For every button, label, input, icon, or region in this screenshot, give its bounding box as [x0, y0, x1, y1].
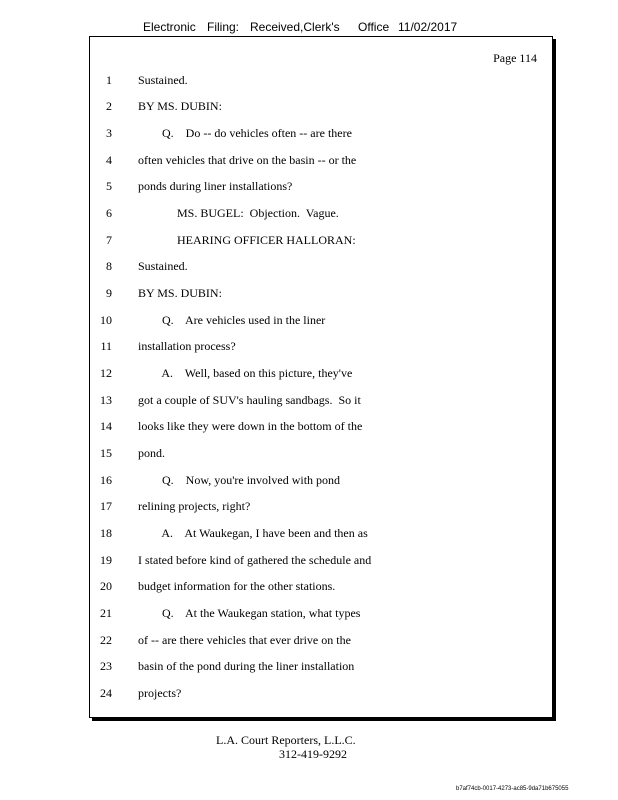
line-number: 22	[100, 633, 112, 647]
transcript-line	[90, 523, 552, 543]
line-text: relining projects, right?	[138, 499, 251, 513]
filing-stamp-office: Office	[358, 20, 390, 34]
line-text: BY MS. DUBIN:	[138, 99, 222, 113]
line-text: pond.	[138, 446, 165, 460]
line-number: 16	[100, 473, 112, 487]
line-text: Sustained.	[138, 259, 188, 273]
court-reporter-name: L.A. Court Reporters, L.L.C.	[216, 733, 356, 747]
transcript-line	[90, 283, 552, 303]
transcript-line	[90, 336, 552, 356]
line-text: A. Well, based on this picture, they've	[138, 366, 353, 380]
transcript-line	[90, 310, 552, 330]
transcript-line	[90, 96, 552, 116]
transcript-line	[90, 123, 552, 143]
line-number: 10	[100, 313, 112, 327]
transcript-line	[90, 230, 552, 250]
filing-stamp-received: Received,Clerk's	[250, 20, 340, 34]
line-number: 3	[106, 126, 112, 140]
filing-stamp-electronic: Electronic	[143, 20, 196, 34]
line-number: 5	[106, 179, 112, 193]
line-number: 15	[100, 446, 112, 460]
line-number: 21	[100, 606, 112, 620]
transcript-line	[90, 203, 552, 223]
transcript-line	[90, 656, 552, 676]
line-number: 20	[100, 579, 112, 593]
transcript-line	[90, 176, 552, 196]
line-text: Sustained.	[138, 73, 188, 87]
line-number: 17	[100, 499, 112, 513]
line-number: 14	[100, 419, 112, 433]
line-number: 23	[100, 659, 112, 673]
line-number: 19	[100, 553, 112, 567]
line-text: ponds during liner installations?	[138, 179, 293, 193]
line-text: of -- are there vehicles that ever drive on the	[138, 633, 351, 647]
transcript-line	[90, 70, 552, 90]
transcript-line	[90, 416, 552, 436]
transcript-line	[90, 256, 552, 276]
transcript-line	[90, 576, 552, 596]
transcript-line	[90, 443, 552, 463]
transcript-line	[90, 150, 552, 170]
line-number: 1	[106, 73, 112, 87]
transcript-line	[90, 363, 552, 383]
line-text: installation process?	[138, 339, 236, 353]
line-number: 24	[100, 686, 112, 700]
transcript-line	[90, 603, 552, 623]
line-number: 2	[106, 99, 112, 113]
transcript-line	[90, 496, 552, 516]
line-number: 6	[106, 206, 112, 220]
transcript-line	[90, 630, 552, 650]
filing-stamp-date: 11/02/2017	[398, 20, 458, 34]
transcript-line	[90, 390, 552, 410]
line-text: Q. At the Waukegan station, what types	[138, 606, 361, 620]
transcript-line	[90, 470, 552, 490]
line-text: Q. Now, you're involved with pond	[138, 473, 341, 487]
line-text: Q. Do -- do vehicles often -- are there	[138, 126, 352, 140]
line-number: 12	[100, 366, 112, 380]
line-number: 7	[106, 233, 112, 247]
line-text: basin of the pond during the liner installation	[138, 659, 355, 673]
line-text: Q. Are vehicles used in the liner	[138, 313, 326, 327]
line-number: 18	[100, 526, 112, 540]
line-text: I stated before kind of gathered the schedule and	[138, 553, 372, 567]
line-text: budget information for the other stations.	[138, 579, 336, 593]
line-text: BY MS. DUBIN:	[138, 286, 222, 300]
court-reporter-phone: 312-419-9292	[279, 747, 347, 761]
filing-stamp-filing: Filing:	[207, 20, 240, 34]
line-text: projects?	[138, 686, 182, 700]
transcript-page	[89, 36, 553, 718]
line-number: 8	[106, 259, 112, 273]
transcript-line	[90, 550, 552, 570]
line-number: 9	[106, 286, 112, 300]
line-text: got a couple of SUV's hauling sandbags. So it	[138, 393, 361, 407]
transcript-line	[90, 683, 552, 703]
document-id: b7af74cb-0017-4273-ac85-9da71b675055	[456, 786, 569, 792]
line-text: often vehicles that drive on the basin -- or the	[138, 153, 357, 167]
line-number: 11	[100, 339, 112, 353]
page-number: Page 114	[493, 51, 537, 65]
line-number: 4	[106, 153, 112, 167]
line-text: MS. BUGEL: Objection. Vague.	[138, 206, 339, 220]
line-text: A. At Waukegan, I have been and then as	[138, 526, 368, 540]
line-text: HEARING OFFICER HALLORAN:	[138, 233, 356, 247]
line-text: looks like they were down in the bottom of the	[138, 419, 363, 433]
line-number: 13	[100, 393, 112, 407]
